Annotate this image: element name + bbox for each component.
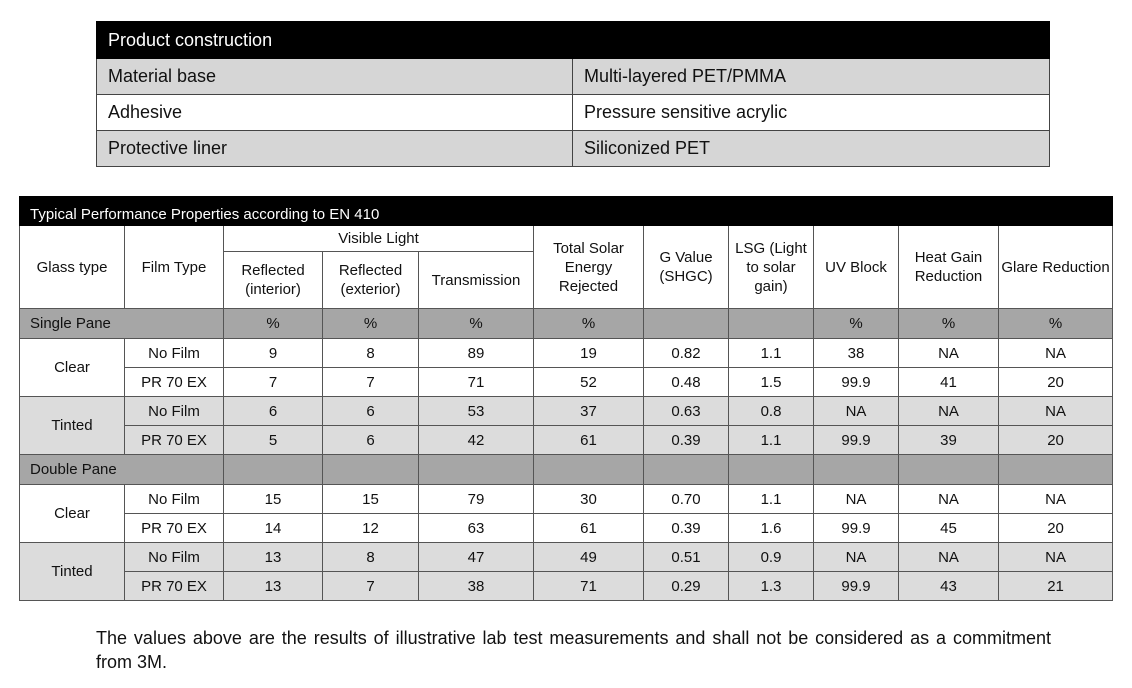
unit-cell bbox=[644, 455, 729, 485]
section-label: Double Pane bbox=[20, 455, 224, 485]
value-cell: 0.8 bbox=[729, 397, 814, 426]
value-cell: NA bbox=[814, 397, 899, 426]
value-cell: NA bbox=[999, 543, 1113, 572]
row-value: Siliconized PET bbox=[573, 131, 1050, 167]
table-row bbox=[97, 59, 1050, 95]
performance-table bbox=[19, 196, 1113, 601]
unit-cell bbox=[814, 455, 899, 485]
film-type-cell: PR 70 EX bbox=[125, 426, 224, 455]
header-film-type: Film Type bbox=[125, 226, 224, 309]
value-cell: 0.51 bbox=[644, 543, 729, 572]
film-type-cell: No Film bbox=[125, 485, 224, 514]
value-cell: 1.1 bbox=[729, 485, 814, 514]
header-heat-gain: Heat Gain Reduction bbox=[899, 226, 999, 309]
row-value: Multi-layered PET/PMMA bbox=[573, 59, 1050, 95]
footnote: The values above are the results of illustrative lab test measurements and shall not be considered as a commitment from 3M. bbox=[96, 628, 1051, 672]
value-cell: 13 bbox=[224, 572, 323, 601]
value-cell: 37 bbox=[534, 397, 644, 426]
header-visible-light: Visible Light bbox=[224, 226, 534, 252]
product-construction-header: Product construction bbox=[97, 22, 1050, 59]
value-cell: 38 bbox=[814, 339, 899, 368]
value-cell: 1.6 bbox=[729, 514, 814, 543]
glass-type-cell: Clear bbox=[20, 339, 125, 397]
value-cell: 7 bbox=[323, 368, 419, 397]
table-row bbox=[20, 397, 1113, 426]
header-reflected-exterior: Reflected (exterior) bbox=[323, 252, 419, 309]
value-cell: 52 bbox=[534, 368, 644, 397]
value-cell: 0.39 bbox=[644, 426, 729, 455]
value-cell: 38 bbox=[419, 572, 534, 601]
value-cell: 99.9 bbox=[814, 426, 899, 455]
header-total-solar: Total Solar Energy Rejected bbox=[534, 226, 644, 309]
value-cell: 14 bbox=[224, 514, 323, 543]
value-cell: 20 bbox=[999, 368, 1113, 397]
section-row-single-pane bbox=[20, 309, 1113, 339]
table-row bbox=[20, 339, 1113, 368]
value-cell: 21 bbox=[999, 572, 1113, 601]
unit-cell bbox=[729, 309, 814, 339]
value-cell: 9 bbox=[224, 339, 323, 368]
film-type-cell: No Film bbox=[125, 543, 224, 572]
film-type-cell: No Film bbox=[125, 397, 224, 426]
header-transmission: Transmission bbox=[419, 252, 534, 309]
value-cell: NA bbox=[999, 397, 1113, 426]
film-type-cell: PR 70 EX bbox=[125, 368, 224, 397]
header-reflected-interior: Reflected (interior) bbox=[224, 252, 323, 309]
table-row bbox=[20, 426, 1113, 455]
unit-cell: % bbox=[323, 309, 419, 339]
value-cell: 43 bbox=[899, 572, 999, 601]
value-cell: 42 bbox=[419, 426, 534, 455]
unit-cell: % bbox=[224, 309, 323, 339]
table-row bbox=[20, 485, 1113, 514]
value-cell: 6 bbox=[323, 426, 419, 455]
value-cell: NA bbox=[814, 485, 899, 514]
value-cell: 45 bbox=[899, 514, 999, 543]
unit-cell bbox=[224, 455, 323, 485]
unit-cell bbox=[729, 455, 814, 485]
value-cell: 0.48 bbox=[644, 368, 729, 397]
value-cell: 61 bbox=[534, 426, 644, 455]
value-cell: NA bbox=[814, 543, 899, 572]
value-cell: NA bbox=[899, 397, 999, 426]
value-cell: 63 bbox=[419, 514, 534, 543]
value-cell: NA bbox=[899, 543, 999, 572]
value-cell: 49 bbox=[534, 543, 644, 572]
value-cell: 1.3 bbox=[729, 572, 814, 601]
value-cell: 53 bbox=[419, 397, 534, 426]
film-type-cell: PR 70 EX bbox=[125, 572, 224, 601]
value-cell: 99.9 bbox=[814, 514, 899, 543]
value-cell: 7 bbox=[323, 572, 419, 601]
value-cell: 15 bbox=[224, 485, 323, 514]
table-row bbox=[20, 514, 1113, 543]
unit-cell bbox=[323, 455, 419, 485]
table-row bbox=[97, 95, 1050, 131]
value-cell: 7 bbox=[224, 368, 323, 397]
unit-cell bbox=[999, 455, 1113, 485]
row-value: Pressure sensitive acrylic bbox=[573, 95, 1050, 131]
row-label: Protective liner bbox=[97, 131, 573, 167]
header-glare: Glare Reduction bbox=[999, 226, 1113, 309]
value-cell: 5 bbox=[224, 426, 323, 455]
value-cell: 39 bbox=[899, 426, 999, 455]
header-glass-type: Glass type bbox=[20, 226, 125, 309]
value-cell: NA bbox=[999, 339, 1113, 368]
unit-cell bbox=[899, 455, 999, 485]
row-label: Material base bbox=[97, 59, 573, 95]
value-cell: 99.9 bbox=[814, 572, 899, 601]
value-cell: 61 bbox=[534, 514, 644, 543]
value-cell: NA bbox=[899, 485, 999, 514]
unit-cell bbox=[534, 455, 644, 485]
value-cell: 30 bbox=[534, 485, 644, 514]
value-cell: NA bbox=[899, 339, 999, 368]
value-cell: NA bbox=[999, 485, 1113, 514]
value-cell: 6 bbox=[323, 397, 419, 426]
value-cell: 1.1 bbox=[729, 426, 814, 455]
value-cell: 1.5 bbox=[729, 368, 814, 397]
value-cell: 71 bbox=[419, 368, 534, 397]
unit-cell bbox=[644, 309, 729, 339]
value-cell: 20 bbox=[999, 426, 1113, 455]
value-cell: 8 bbox=[323, 543, 419, 572]
value-cell: 47 bbox=[419, 543, 534, 572]
section-label: Single Pane bbox=[20, 309, 224, 339]
performance-title: Typical Performance Properties according to EN 410 bbox=[20, 197, 1113, 226]
value-cell: 6 bbox=[224, 397, 323, 426]
value-cell: 12 bbox=[323, 514, 419, 543]
glass-type-cell: Tinted bbox=[20, 397, 125, 455]
unit-cell bbox=[419, 455, 534, 485]
value-cell: 79 bbox=[419, 485, 534, 514]
glass-type-cell: Tinted bbox=[20, 543, 125, 601]
value-cell: 0.82 bbox=[644, 339, 729, 368]
unit-cell: % bbox=[814, 309, 899, 339]
value-cell: 0.63 bbox=[644, 397, 729, 426]
value-cell: 89 bbox=[419, 339, 534, 368]
table-row bbox=[20, 572, 1113, 601]
value-cell: 41 bbox=[899, 368, 999, 397]
table-row bbox=[97, 131, 1050, 167]
header-uv-block: UV Block bbox=[814, 226, 899, 309]
product-construction-table bbox=[96, 21, 1050, 167]
value-cell: 0.29 bbox=[644, 572, 729, 601]
value-cell: 1.1 bbox=[729, 339, 814, 368]
value-cell: 0.9 bbox=[729, 543, 814, 572]
film-type-cell: No Film bbox=[125, 339, 224, 368]
table-row bbox=[20, 368, 1113, 397]
value-cell: 19 bbox=[534, 339, 644, 368]
unit-cell: % bbox=[899, 309, 999, 339]
unit-cell: % bbox=[419, 309, 534, 339]
unit-cell: % bbox=[534, 309, 644, 339]
unit-cell: % bbox=[999, 309, 1113, 339]
row-label: Adhesive bbox=[97, 95, 573, 131]
glass-type-cell: Clear bbox=[20, 485, 125, 543]
value-cell: 8 bbox=[323, 339, 419, 368]
film-type-cell: PR 70 EX bbox=[125, 514, 224, 543]
section-row-double-pane bbox=[20, 455, 1113, 485]
value-cell: 71 bbox=[534, 572, 644, 601]
header-lsg: LSG (Light to solar gain) bbox=[729, 226, 814, 309]
table-row bbox=[20, 543, 1113, 572]
value-cell: 0.70 bbox=[644, 485, 729, 514]
header-g-value: G Value (SHGC) bbox=[644, 226, 729, 309]
value-cell: 20 bbox=[999, 514, 1113, 543]
value-cell: 0.39 bbox=[644, 514, 729, 543]
value-cell: 99.9 bbox=[814, 368, 899, 397]
value-cell: 13 bbox=[224, 543, 323, 572]
value-cell: 15 bbox=[323, 485, 419, 514]
